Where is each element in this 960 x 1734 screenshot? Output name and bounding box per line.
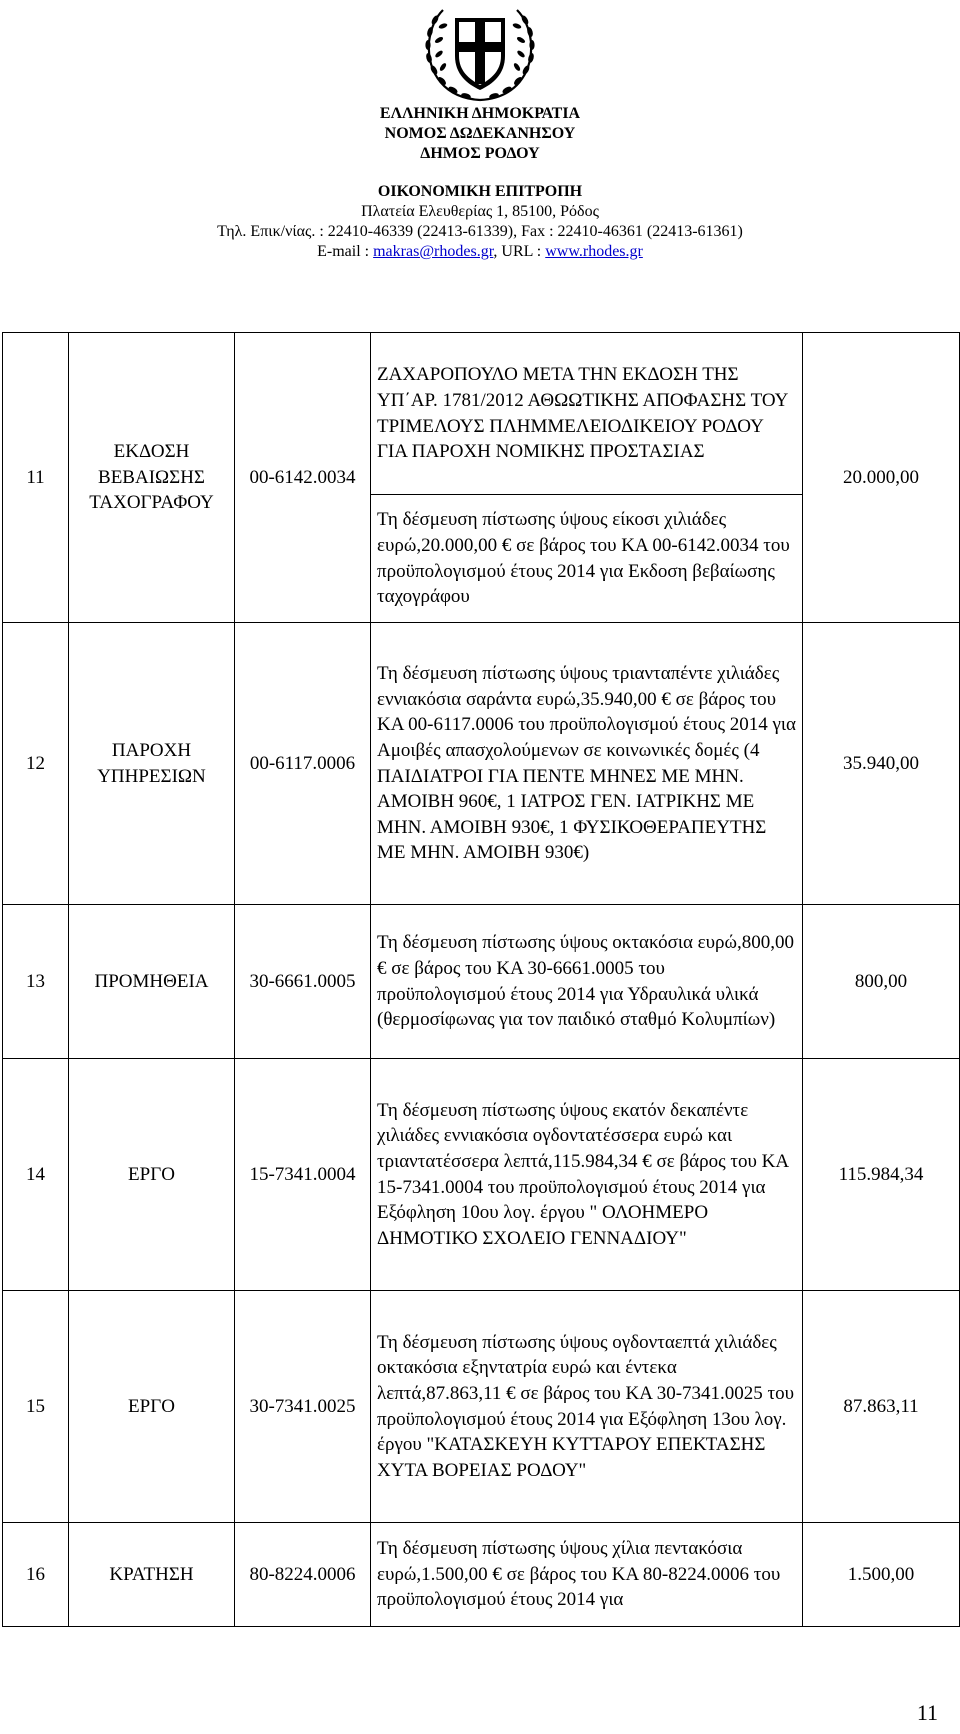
- row-type: ΕΡΓΟ: [69, 1291, 235, 1523]
- url-label: , URL :: [493, 243, 546, 260]
- row-type: ΠΑΡΟΧΗ ΥΠΗΡΕΣΙΩΝ: [69, 623, 235, 905]
- row-type: ΠΡΟΜΗΘΕΙΑ: [69, 905, 235, 1059]
- row-budget-code: 30-7341.0025: [235, 1291, 371, 1523]
- row-number: 15: [3, 1291, 69, 1523]
- row-number: 12: [3, 623, 69, 905]
- table-row: [3, 1523, 960, 1627]
- row-number: 16: [3, 1523, 69, 1627]
- email-label: E-mail :: [317, 243, 374, 260]
- row-amount: 800,00: [803, 905, 960, 1059]
- phone-line: Τηλ. Επικ/νίας. : 22410-46339 (22413-61339), Fax : 22410-46361 (22413-61361): [217, 223, 743, 240]
- row-budget-code: 30-6661.0005: [235, 905, 371, 1059]
- row-description: Τη δέσμευση πίστωσης ύψους εκατόν δεκαπέντε χιλιάδες εννιακόσια ογδοντατέσσερα ευρώ και τριαντατέσσερα λεπτά,115.984,34 € σε βάρος του ΚΑ 15-7341.0004 του προϋπολογισμού έτους 2014 για Εξόφληση 10ου λογ. έργου " ΟΛΟΗΜΕΡΟ ΔΗΜΟΤΙΚΟ ΣΧΟΛΕΙΟ ΓΕΝΝΑΔΙΟΥ": [371, 1059, 803, 1291]
- row-number: 13: [3, 905, 69, 1059]
- row-type: ΕΡΓΟ: [69, 1059, 235, 1291]
- committee-name: ΟΙΚΟΝΟΜΙΚΗ ΕΠΙΤΡΟΠΗ: [377, 183, 583, 200]
- page-number: 11: [916, 1700, 938, 1725]
- row-amount: 20.000,00: [803, 333, 960, 623]
- row-amount: 115.984,34: [803, 1059, 960, 1291]
- row-amount: 87.863,11: [803, 1291, 960, 1523]
- website-link[interactable]: www.rhodes.gr: [545, 243, 643, 260]
- letterhead: [0, 104, 960, 262]
- table-row: [3, 1059, 960, 1291]
- row-description: Τη δέσμευση πίστωσης ύψους ογδονταεπτά χιλιάδες οκτακόσια εξηντατρία ευρώ και έντεκα λεπτά,87.863,11 € σε βάρος του ΚΑ 30-7341.0025 του προϋπολογισμού έτους 2014 για Εξόφληση 13ου λογ. έργου "ΚΑΤΑΣΚΕΥΗ ΚΥΤΤΑΡΟΥ ΕΠΕΚΤΑΣΗΣ ΧΥΤΑ ΒΟΡΕΙΑΣ ΡΟΔΟΥ": [371, 1291, 803, 1523]
- table-row: [3, 905, 960, 1059]
- greek-emblem-icon: [405, 4, 555, 104]
- row-budget-code: 80-8224.0006: [235, 1523, 371, 1627]
- address-line: Πλατεία Ελευθερίας 1, 85100, Ρόδος: [361, 203, 599, 220]
- table-row: [3, 1291, 960, 1523]
- row-budget-code: 00-6142.0034: [235, 333, 371, 623]
- row-type: ΕΚΔΟΣΗ ΒΕΒΑΙΩΣΗΣ ΤΑΧΟΓΡΑΦΟΥ: [69, 333, 235, 623]
- prefecture-name: ΝΟΜΟΣ ΔΩΔΕΚΑΝΗΣΟΥ: [384, 125, 576, 142]
- row-budget-code: 00-6117.0006: [235, 623, 371, 905]
- row-number: 11: [3, 333, 69, 623]
- commitments-table: [2, 332, 960, 1627]
- row-description: Τη δέσμευση πίστωσης ύψους χίλια πεντακόσια ευρώ,1.500,00 € σε βάρος του ΚΑ 80-8224.0006 του προϋπολογισμού έτους 2014 για: [371, 1523, 803, 1627]
- row-type: ΚΡΑΤΗΣΗ: [69, 1523, 235, 1627]
- email-link[interactable]: makras@rhodes.gr: [373, 243, 494, 260]
- row-description: Τη δέσμευση πίστωσης ύψους τριανταπέντε χιλιάδες εννιακόσια σαράντα ευρώ,35.940,00 € σε βάρος του ΚΑ 00-6117.0006 του προϋπολογισμού έτους 2014 για Αμοιβές απασχολούμενων σε κοινωνικές δομές (4 ΠΑΙΔΙΑΤΡΟΙ ΓΙΑ ΠΕΝΤΕ ΜΗΝΕΣ ΜΕ ΜΗΝ. ΑΜΟΙΒΗ 960€, 1 ΙΑΤΡΟΣ ΓΕΝ. ΙΑΤΡΙΚΗΣ ΜΕ ΜΗΝ. ΑΜΟΙΒΗ 930€, 1 ΦΥΣΙΚΟΘΕΡΑΠΕΥΤΗΣ ΜΕ ΜΗΝ. ΑΜΟΙΒΗ 930€): [371, 623, 803, 905]
- country-name: ΕΛΛΗΝΙΚΗ ΔΗΜΟΚΡΑΤΙΑ: [379, 105, 581, 122]
- row-amount: 35.940,00: [803, 623, 960, 905]
- row-amount: 1.500,00: [803, 1523, 960, 1627]
- row-budget-code: 15-7341.0004: [235, 1059, 371, 1291]
- contact-line: [0, 242, 960, 262]
- row-description: Τη δέσμευση πίστωσης ύψους οκτακόσια ευρώ,800,00 € σε βάρος του ΚΑ 30-6661.0005 του προϋπολογισμού έτους 2014 για Υδραυλικά υλικά (θερμοσίφωνας για τον παιδικό σταθμό Κολυμπίων): [371, 905, 803, 1059]
- continuation-text: ΖΑΧΑΡΟΠΟΥΛΟ ΜΕΤΑ ΤΗΝ ΕΚΔΟΣΗ ΤΗΣ ΥΠ΄ΑΡ. 1781/2012 ΑΘΩΩΤΙΚΗΣ ΑΠΟΦΑΣΗΣ ΤΟΥ ΤΡΙΜΕΛΟΥΣ ΠΛΗΜΜΕΛΕΙΟΔΙΚΕΙΟΥ ΡΟΔΟΥ ΓΙΑ ΠΑΡΟΧΗ ΝΟΜΙΚΗΣ ΠΡΟΣΤΑΣΙΑΣ: [371, 333, 803, 495]
- row-number: 14: [3, 1059, 69, 1291]
- row-description: Τη δέσμευση πίστωσης ύψους είκοσι χιλιάδες ευρώ,20.000,00 € σε βάρος του ΚΑ 00-6142.0034 του προϋπολογισμού έτους 2014 για Εκδοση βεβαίωσης ταχογράφου: [371, 495, 803, 623]
- table-row: [3, 333, 960, 495]
- municipality-name: ΔΗΜΟΣ ΡΟΔΟΥ: [420, 145, 540, 162]
- table-row: [3, 623, 960, 905]
